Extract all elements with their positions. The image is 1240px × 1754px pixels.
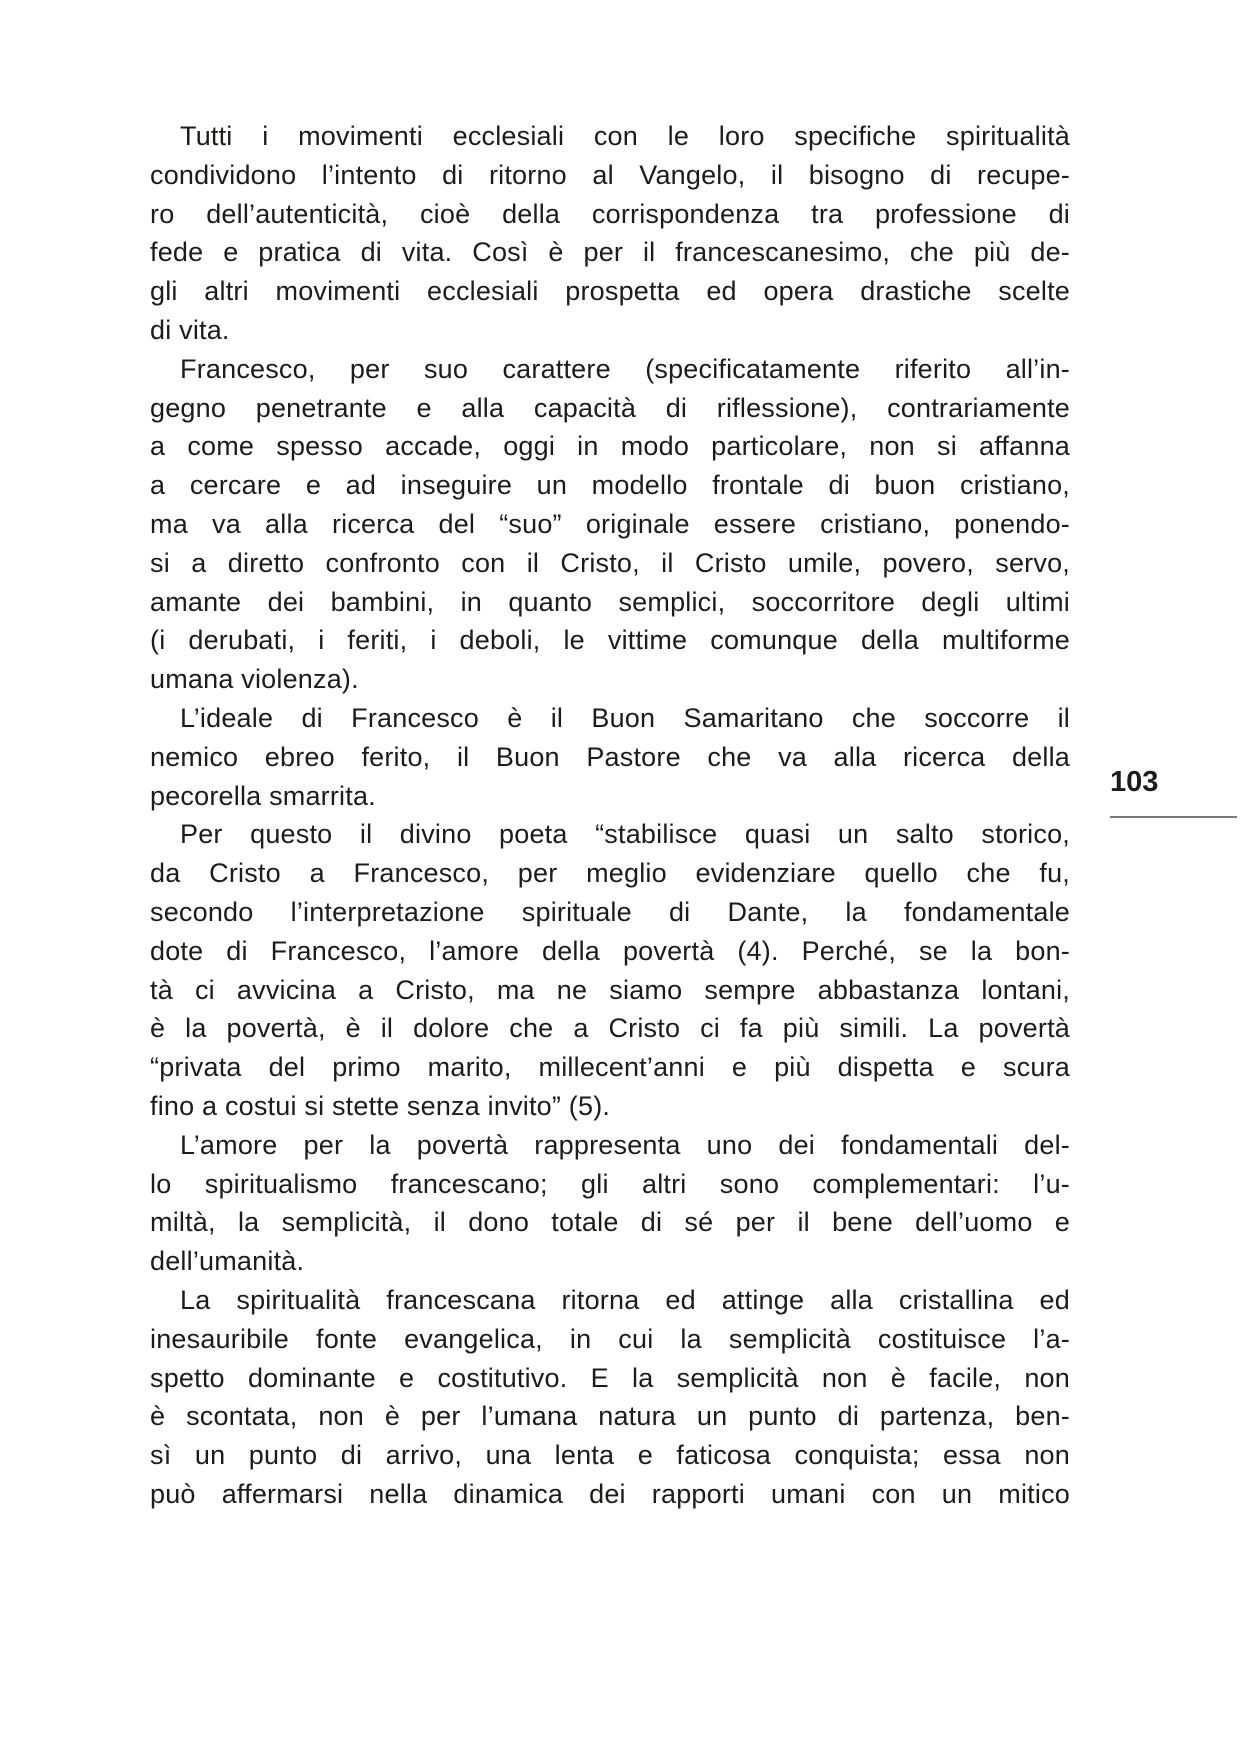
text-line: (i derubati, i feriti, i deboli, le vittime comunque della multiforme (150, 625, 1070, 656)
text-line: gegno penetrante e alla capacità di riflessione), contrariamente (150, 392, 1070, 423)
text-line: sì un punto di arrivo, una lenta e faticosa conquista; essa non (150, 1440, 1070, 1471)
text-line: Tutti i movimenti ecclesiali con le loro specifiche spiritualità (180, 121, 1070, 151)
text-line: La spiritualità francescana ritorna ed attinge alla cristallina ed (180, 1284, 1070, 1315)
text-line: gli altri movimenti ecclesiali prospetta ed opera drastiche scelte (150, 276, 1070, 307)
text-line: miltà, la semplicità, il dono totale di sé per il bene dell’uomo e (150, 1207, 1070, 1238)
text-line: “privata del primo marito, millecent’anni e più dispetta e scura (150, 1052, 1070, 1083)
text-line: pecorella smarrita. (150, 780, 376, 811)
text-line: a cercare e ad inseguire un modello frontale di buon cristiano, (150, 470, 1070, 501)
text-line: a come spesso accade, oggi in modo particolare, non si affanna (150, 431, 1070, 462)
text-line: condividono l’intento di ritorno al Vangelo, il bisogno di recupe- (150, 159, 1070, 190)
text-line: di vita. (150, 314, 230, 345)
text-line: è la povertà, è il dolore che a Cristo ci fa più simili. La povertà (150, 1013, 1070, 1044)
text-line: da Cristo a Francesco, per meglio evidenziare quello che fu, (150, 858, 1070, 889)
text-line: amante dei bambini, in quanto semplici, soccorritore degli ultimi (150, 586, 1070, 617)
text-line: dell’umanità. (150, 1246, 305, 1277)
text-line: fino a costui si stette senza invito” (5). (150, 1090, 611, 1121)
text-line: umana violenza). (150, 664, 359, 695)
text-line: dote di Francesco, l’amore della povertà (4). Perché, se la bon- (150, 935, 1070, 966)
text-line: spetto dominante e costitutivo. E la semplicità non è facile, non (150, 1362, 1070, 1393)
text-line: fede e pratica di vita. Così è per il francescanesimo, che più de- (150, 237, 1070, 268)
text-line: ro dell’autenticità, cioè della corrispondenza tra professione di (150, 198, 1070, 229)
text-line: Per questo il divino poeta “stabilisce quasi un salto storico, (180, 819, 1070, 850)
text-line: L’ideale di Francesco è il Buon Samaritano che soccorre il (180, 702, 1070, 733)
page-number: 103 (1110, 766, 1159, 798)
text-line: è scontata, non è per l’umana natura un punto di partenza, ben- (150, 1401, 1070, 1432)
text-line: lo spiritualismo francescano; gli altri sono complementari: l’u- (150, 1168, 1070, 1199)
text-line: si a diretto confronto con il Cristo, il Cristo umile, povero, servo, (150, 547, 1070, 578)
text-line: Francesco, per suo carattere (specificatamente riferito all’in- (180, 353, 1070, 384)
text-line: può affermarsi nella dinamica dei rapporti umani con un mitico (150, 1478, 1070, 1509)
text-line: L’amore per la povertà rappresenta uno dei fondamentali del- (180, 1129, 1070, 1160)
text-line: inesauribile fonte evangelica, in cui la semplicità costituisce l’a- (150, 1323, 1070, 1354)
text-line: ma va alla ricerca del “suo” originale essere cristiano, ponendo- (150, 508, 1070, 539)
body-text (150, 117, 1070, 1514)
text-line: secondo l’interpretazione spirituale di Dante, la fondamentale (150, 896, 1070, 927)
page-number-rule (1110, 816, 1237, 818)
text-line: tà ci avvicina a Cristo, ma ne siamo sempre abbastanza lontani, (150, 974, 1070, 1005)
text-line: nemico ebreo ferito, il Buon Pastore che va alla ricerca della (150, 741, 1070, 772)
